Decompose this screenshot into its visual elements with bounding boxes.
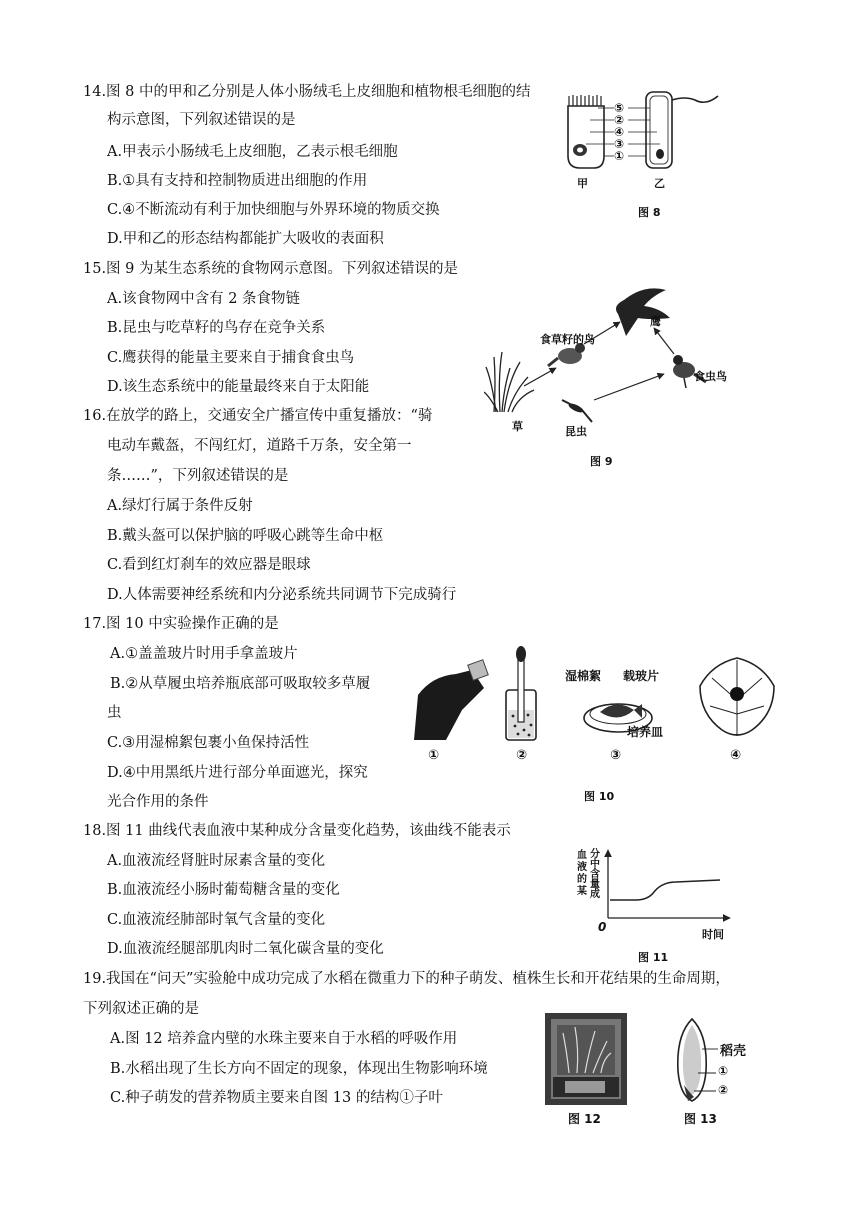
fig13-caption: 图 13 xyxy=(684,1112,717,1126)
fig13-mark-1: ① xyxy=(718,1064,729,1078)
q17-option-d-cont: 光合作用的条件 xyxy=(107,794,209,810)
insect-drawing xyxy=(562,400,592,422)
figure-10-experiments xyxy=(412,640,782,750)
fig10-label-cotton: 湿棉絮 xyxy=(565,669,602,683)
q14-option-a: A.甲表示小肠绒毛上皮细胞，乙表示根毛细胞 xyxy=(107,144,398,160)
fig11-trend-curve xyxy=(610,880,720,900)
fig11-ylabel-col2: 分中含量成 xyxy=(590,849,600,900)
fig10-caption: 图 10 xyxy=(584,790,615,803)
fig10-num-4: ④ xyxy=(730,748,742,763)
fig13-mark-2: ② xyxy=(718,1083,729,1097)
fig10-label-dish: 培养皿 xyxy=(627,725,664,739)
intestinal-cell-drawing xyxy=(568,95,604,168)
q18-stem: 18.图 11 曲线代表血液中某种成分含量变化趋势，该曲线不能表示 xyxy=(83,823,511,839)
q14-stem-cont: 构示意图，下列叙述错误的是 xyxy=(107,112,296,128)
q16-stem: 16.在放学的路上，交通安全广播宣传中重复播放：“骑 xyxy=(83,408,433,424)
fig8-mark-5: ⑤ xyxy=(614,101,625,115)
fig12-caption: 图 12 xyxy=(568,1112,601,1126)
q17-option-b-cont: 虫 xyxy=(107,705,122,721)
fig8-label-jia: 甲 xyxy=(577,177,588,190)
fig10-num-1: ① xyxy=(428,748,440,763)
q16-option-a: A.绿灯行属于条件反射 xyxy=(107,498,253,514)
fig11-caption: 图 11 xyxy=(638,951,669,964)
q18-option-a: A.血液流经肾脏时尿素含量的变化 xyxy=(107,853,326,869)
q19-option-c: C.种子萌发的营养物质主要来自图 13 的结构①子叶 xyxy=(110,1090,443,1106)
fig11-origin: 0 xyxy=(598,920,607,934)
fig9-label-insect-bird: 食虫鸟 xyxy=(694,370,727,383)
q16-stem-cont-2: 条……”，下列叙述错误的是 xyxy=(107,468,289,484)
q17-option-c: C.③用湿棉絮包裹小鱼保持活性 xyxy=(107,735,310,751)
fig8-label-yi: 乙 xyxy=(654,177,665,190)
q15-option-b: B.昆虫与吃草籽的鸟存在竞争关系 xyxy=(107,320,326,336)
coverslip-hand-drawing xyxy=(414,660,488,740)
q16-stem-cont-1: 电动车戴盔，不闯红灯，道路千万条，安全第一 xyxy=(107,438,412,454)
leaf-black-paper-drawing xyxy=(700,658,774,736)
fig9-label-seed-bird: 食草籽的鸟 xyxy=(540,333,595,346)
q14-option-d: D.甲和乙的形态结构都能扩大吸收的表面积 xyxy=(107,231,384,247)
q15-option-c: C.鹰获得的能量主要来自于捕食食虫鸟 xyxy=(107,350,355,366)
q17-stem: 17.图 10 中实验操作正确的是 xyxy=(83,616,279,632)
fig13-label-husk: 稻壳 xyxy=(720,1044,747,1059)
dropper-bottle-drawing xyxy=(506,646,536,740)
fig10-label-slide: 载玻片 xyxy=(623,669,660,683)
figure-11-curve xyxy=(600,846,734,926)
fig9-caption: 图 9 xyxy=(590,455,613,468)
fig8-mark-4: ④ xyxy=(614,125,625,139)
q16-option-b: B.戴头盔可以保护脑的呼吸心跳等生命中枢 xyxy=(107,528,384,544)
q15-option-d: D.该生态系统中的能量最终来自于太阳能 xyxy=(107,379,370,395)
q19-option-a: A.图 12 培养盒内壁的水珠主要来自于水稻的呼吸作用 xyxy=(110,1031,458,1047)
figure-8-cells-diagram xyxy=(560,86,720,186)
fig9-label-insect: 昆虫 xyxy=(565,425,587,438)
figure-12-photo xyxy=(545,1013,627,1105)
eagle-drawing xyxy=(616,288,670,336)
fig11-xlabel: 时间 xyxy=(702,928,724,941)
fig10-num-3: ③ xyxy=(610,748,622,763)
fig8-mark-2: ② xyxy=(614,113,625,127)
q16-option-c: C.看到红灯刹车的效应器是眼球 xyxy=(107,557,311,573)
fig9-label-grass: 草 xyxy=(512,420,523,433)
q19-option-b: B.水稻出现了生长方向不固定的现象，体现出生物影响环境 xyxy=(110,1061,488,1077)
q18-option-b: B.血液流经小肠时葡萄糖含量的变化 xyxy=(107,882,340,898)
fig11-ylabel-col1: 血液的某 xyxy=(577,850,587,897)
q18-option-c: C.血液流经肺部时氧气含量的变化 xyxy=(107,912,326,928)
fig8-caption: 图 8 xyxy=(638,206,661,219)
grass-drawing xyxy=(484,352,534,412)
q17-option-b: B.②从草履虫培养瓶底部可吸取较多草履 xyxy=(110,676,371,692)
fig9-label-eagle: 鹰 xyxy=(650,315,661,328)
q15-option-a: A.该食物网中含有 2 条食物链 xyxy=(107,291,301,307)
q18-option-d: D.血液流经腿部肌肉时二氧化碳含量的变化 xyxy=(107,941,384,957)
q14-option-b: B.①具有支持和控制物质进出细胞的作用 xyxy=(107,173,368,189)
fig10-num-2: ② xyxy=(516,748,528,763)
q15-stem: 15.图 9 为某生态系统的食物网示意图。下列叙述错误的是 xyxy=(83,261,459,277)
q19-stem-cont: 下列叙述正确的是 xyxy=(83,1001,199,1017)
q16-option-d: D.人体需要神经系统和内分泌系统共同调节下完成骑行 xyxy=(107,587,457,603)
q17-option-a: A.①盖盖玻片时用手拿盖玻片 xyxy=(110,646,298,662)
fig8-mark-1: ① xyxy=(614,149,625,163)
q14-option-c: C.④不断流动有利于加快细胞与外界环境的物质交换 xyxy=(107,202,440,218)
root-hair-cell-drawing xyxy=(646,92,718,168)
q17-option-d: D.④中用黑纸片进行部分单面遮光，探究 xyxy=(107,765,368,781)
q14-stem: 14.图 8 中的甲和乙分别是人体小肠绒毛上皮细胞和植物根毛细胞的结 xyxy=(83,84,531,100)
fig8-mark-3: ③ xyxy=(614,137,625,151)
figure-13-rice-seed xyxy=(676,1015,746,1105)
q19-stem: 19.我国在“问天”实验舱中成功完成了水稻在微重力下的种子萌发、植株生长和开花结果的生命周期， xyxy=(83,971,730,987)
